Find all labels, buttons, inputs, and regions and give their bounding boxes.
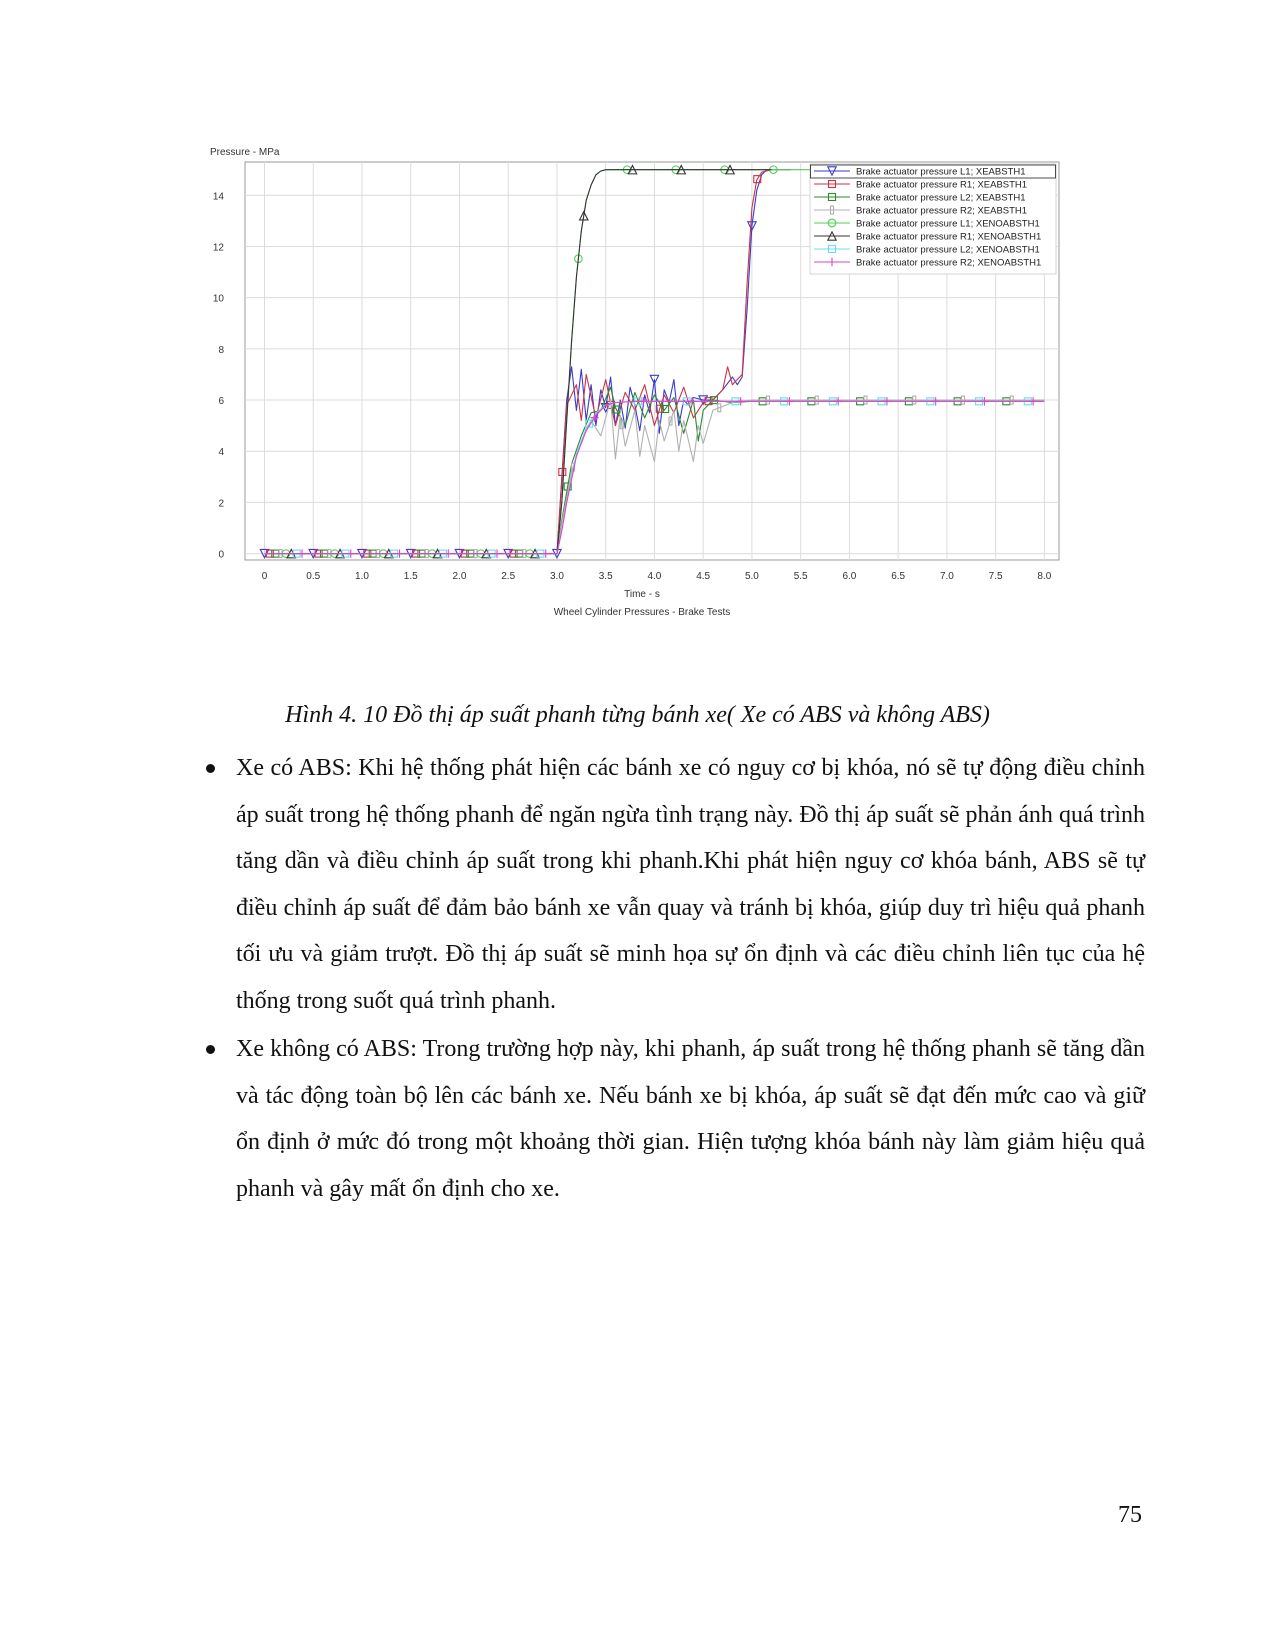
y-tick-label: 2: [218, 498, 224, 510]
legend-entry: Brake actuator pressure L1; XENOABSTH1: [856, 218, 1040, 230]
bullet-abs-lead: Xe có ABS:: [236, 755, 352, 781]
y-tick-label: 10: [212, 293, 224, 305]
x-tick-label: 4.0: [647, 571, 662, 582]
y-axis-label: Pressure - MPa: [210, 147, 280, 158]
legend-entry: Brake actuator pressure L2; XEABSTH1: [856, 192, 1026, 204]
x-tick-label: 5.5: [793, 571, 808, 582]
legend-entry: Brake actuator pressure R1; XEABSTH1: [856, 179, 1028, 191]
y-tick-label: 0: [218, 549, 224, 561]
y-tick-label: 8: [218, 344, 224, 356]
y-tick-label: 4: [218, 447, 224, 459]
x-tick-label: 7.0: [939, 571, 954, 582]
x-tick-label: 7.5: [988, 571, 1003, 582]
x-tick-label: 4.5: [696, 571, 711, 582]
x-tick-label: 0.5: [306, 571, 321, 582]
pressure-chart: [200, 140, 1110, 650]
y-tick-label: 12: [212, 242, 224, 254]
x-tick-label: 6.5: [891, 571, 906, 582]
x-tick-label: 0: [261, 571, 268, 582]
y-tick-label: 6: [218, 396, 224, 408]
bullet-dot-icon: [206, 764, 215, 773]
bullet-dot-icon: [206, 1045, 215, 1054]
bullet-no-abs-lead: Xe không có ABS:: [236, 1036, 417, 1062]
x-tick-label: 2.5: [501, 571, 516, 582]
x-tick-label: 1.5: [403, 571, 418, 582]
x-tick-label: 3.0: [549, 571, 564, 582]
bullet-abs: [200, 745, 1145, 1024]
x-tick-label: 1.0: [355, 571, 369, 582]
bullet-no-abs-text: Trong trường hợp này, khi phanh, áp suất trong hệ thống phanh sẽ tăng dần và tác động toàn bộ lên các bánh xe. Nếu bánh xe bị khóa, áp suất sẽ đạt đến mức cao và giữ ổn định ở mức đó trong một khoảng thời gian. Hiện tượng khóa bánh này làm giảm hiệu quả phanh và gây mất ổn định cho xe.: [236, 1036, 1146, 1202]
legend-entry: Brake actuator pressure L1; XEABSTH1: [856, 166, 1026, 178]
y-tick-label: 14: [212, 191, 224, 203]
chart-title: Wheel Cylinder Pressures - Brake Tests: [553, 607, 731, 618]
chart-canvas: [200, 140, 1110, 650]
legend-entry: Brake actuator pressure L2; XENOABSTH1: [856, 244, 1040, 256]
x-tick-label: 3.5: [598, 571, 613, 582]
x-axis-label: Time - s: [624, 589, 660, 600]
bullet-list: [200, 745, 1145, 1214]
x-tick-label: 2.0: [452, 571, 467, 582]
page-number: 75: [1118, 1502, 1142, 1528]
x-tick-label: 5.0: [744, 571, 759, 582]
bullet-no-abs: [200, 1026, 1145, 1212]
legend-entry: Brake actuator pressure R2; XEABSTH1: [856, 205, 1028, 217]
legend-entry: Brake actuator pressure R1; XENOABSTH1: [856, 231, 1042, 243]
figure-caption: Hình 4. 10 Đồ thị áp suất phanh từng bánh xe( Xe có ABS và không ABS): [285, 702, 990, 728]
x-tick-label: 6.0: [842, 571, 857, 582]
bullet-abs-text: Khi hệ thống phát hiện các bánh xe có nguy cơ bị khóa, nó sẽ tự động điều chỉnh áp suất trong hệ thống phanh để ngăn ngừa tình trạng này. Đồ thị áp suất sẽ phản ánh quá trình tăng dần và điều chỉnh áp suất trong khi phanh.Khi phát hiện nguy cơ khóa bánh, ABS sẽ tự điều chỉnh áp suất để đảm bảo bánh xe vẫn quay và tránh bị khóa, giúp duy trì hiệu quả phanh tối ưu và giảm trượt. Đồ thị áp suất sẽ minh họa sự ổn định và các điều chỉnh liên tục của hệ thống trong suốt quá trình phanh.: [236, 755, 1145, 1014]
x-tick-label: 8.0: [1037, 571, 1052, 582]
legend-entry: Brake actuator pressure R2; XENOABSTH1: [856, 257, 1042, 269]
